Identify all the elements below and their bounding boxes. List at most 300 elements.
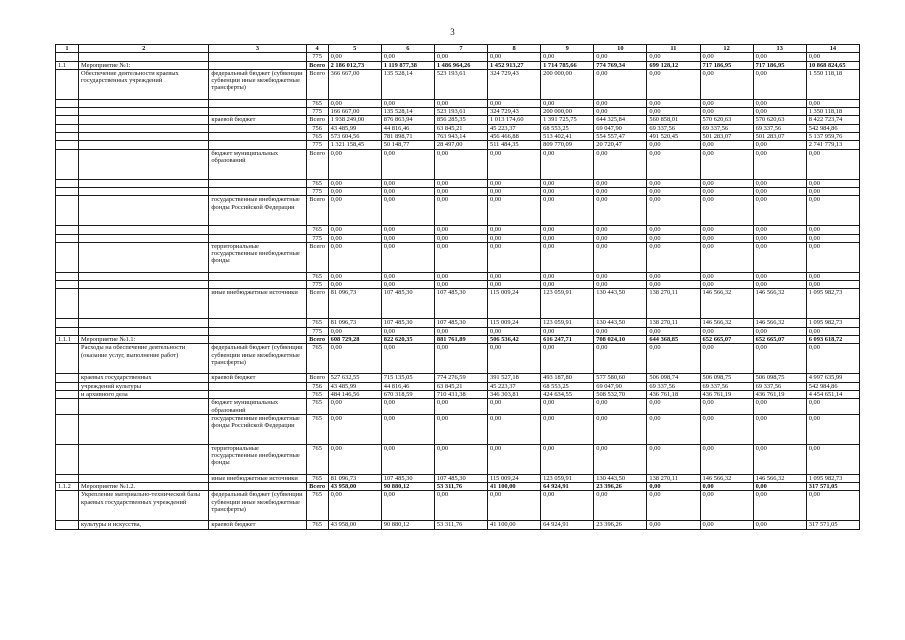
value-cell: 570 620,63 — [753, 116, 806, 124]
value-cell: 146 566,32 — [700, 474, 753, 482]
value-cell: 0,00 — [753, 521, 806, 529]
value-cell: 644 325,84 — [594, 116, 647, 124]
event-name-cell: и архивного дела — [79, 390, 209, 398]
funding-source-cell: территориальные государственные внебюджетные фонды — [209, 242, 306, 272]
value-cell: 0,00 — [700, 226, 753, 234]
value-cell: 107 485,30 — [434, 474, 487, 482]
funding-source-cell: краевой бюджет — [209, 116, 306, 124]
value-cell: 0,00 — [434, 327, 487, 335]
value-cell: 0,00 — [753, 141, 806, 149]
value-cell: 0,00 — [434, 281, 487, 289]
funding-source-cell — [209, 234, 306, 242]
value-cell: 0,00 — [541, 149, 594, 179]
code-cell: 765 — [306, 344, 328, 374]
value-cell: 0,00 — [753, 483, 806, 491]
value-cell: 0,00 — [594, 399, 647, 415]
value-cell: 0,00 — [753, 327, 806, 335]
value-cell: 130 443,50 — [594, 319, 647, 327]
code-cell: 775 — [306, 108, 328, 116]
value-cell: 0,00 — [806, 179, 859, 187]
event-name-cell — [79, 327, 209, 335]
value-cell: 50 148,77 — [381, 141, 434, 149]
value-cell: 0,00 — [434, 444, 487, 474]
value-cell: 506 098,74 — [647, 374, 700, 382]
value-cell: 43 485,99 — [328, 382, 381, 390]
column-header: 7 — [434, 45, 487, 53]
value-cell: 0,00 — [806, 344, 859, 374]
value-cell: 554 557,47 — [594, 133, 647, 141]
value-cell: 0,00 — [594, 234, 647, 242]
event-name-cell: Расходы на обеспечение деятельности (оказание услуг, выполнение работ) — [79, 344, 209, 374]
value-cell: 69 337,56 — [647, 124, 700, 132]
value-cell: 0,00 — [700, 196, 753, 226]
value-cell: 0,00 — [381, 414, 434, 444]
value-cell: 424 634,55 — [541, 390, 594, 398]
value-cell: 0,00 — [700, 344, 753, 374]
row-number-cell — [56, 196, 79, 226]
funding-source-cell: краевой бюджет — [209, 374, 306, 382]
event-name-cell — [79, 289, 209, 319]
code-cell: 765 — [306, 414, 328, 444]
event-name-cell — [79, 281, 209, 289]
value-cell: 0,00 — [594, 108, 647, 116]
code-cell: 765 — [306, 179, 328, 187]
budget-table — [55, 44, 860, 530]
value-cell: 0,00 — [541, 242, 594, 272]
funding-source-cell: территориальные государственные внебюджетные фонды — [209, 444, 306, 474]
value-cell: 699 128,12 — [647, 61, 700, 69]
value-cell: 0,00 — [541, 234, 594, 242]
value-cell: 0,00 — [753, 272, 806, 280]
value-cell: 200 000,00 — [541, 69, 594, 99]
value-cell: 138 270,11 — [647, 474, 700, 482]
value-cell: 0,00 — [328, 444, 381, 474]
value-cell: 0,00 — [488, 242, 541, 272]
value-cell: 146 566,32 — [700, 289, 753, 319]
row-number-cell — [56, 374, 79, 382]
column-header: 2 — [79, 45, 209, 53]
code-cell: 765 — [306, 491, 328, 521]
event-name-cell — [79, 242, 209, 272]
row-number-cell — [56, 327, 79, 335]
value-cell: 0,00 — [647, 344, 700, 374]
value-cell: 69 337,56 — [753, 382, 806, 390]
row-number-cell — [56, 474, 79, 482]
value-cell: 0,00 — [328, 344, 381, 374]
value-cell: 0,00 — [806, 53, 859, 61]
event-name-cell: Мероприятие №1.1: — [79, 336, 209, 344]
code-cell: 775 — [306, 327, 328, 335]
value-cell: 0,00 — [753, 149, 806, 179]
value-cell: 0,00 — [594, 344, 647, 374]
value-cell: 0,00 — [806, 272, 859, 280]
value-cell: 0,00 — [647, 196, 700, 226]
column-header: 3 — [209, 45, 306, 53]
value-cell: 81 096,73 — [328, 319, 381, 327]
value-cell: 0,00 — [541, 327, 594, 335]
row-number-cell: 1.1.1 — [56, 336, 79, 344]
value-cell: 0,00 — [488, 344, 541, 374]
table-row — [56, 234, 860, 242]
value-cell: 81 096,73 — [328, 474, 381, 482]
value-cell: 53 311,76 — [434, 483, 487, 491]
value-cell: 0,00 — [594, 99, 647, 107]
value-cell: 135 528,14 — [381, 108, 434, 116]
code-cell: Всего — [306, 116, 328, 124]
value-cell: 0,00 — [647, 444, 700, 474]
event-name-cell — [79, 234, 209, 242]
value-cell: 0,00 — [700, 179, 753, 187]
value-cell: 0,00 — [381, 187, 434, 195]
value-cell: 0,00 — [381, 272, 434, 280]
column-header: 10 — [594, 45, 647, 53]
value-cell: 146 566,32 — [753, 474, 806, 482]
value-cell: 45 223,37 — [488, 124, 541, 132]
value-cell: 200 000,00 — [541, 108, 594, 116]
column-header: 14 — [806, 45, 859, 53]
event-name-cell — [79, 414, 209, 444]
table-row — [56, 187, 860, 195]
value-cell: 0,00 — [647, 108, 700, 116]
funding-source-cell — [209, 124, 306, 132]
value-cell: 0,00 — [434, 399, 487, 415]
table-row — [56, 390, 860, 398]
value-cell: 493 187,80 — [541, 374, 594, 382]
table-row — [56, 399, 860, 415]
row-number-cell — [56, 187, 79, 195]
value-cell: 69 047,90 — [594, 124, 647, 132]
value-cell: 0,00 — [647, 327, 700, 335]
value-cell: 670 318,59 — [381, 390, 434, 398]
value-cell: 0,00 — [700, 444, 753, 474]
value-cell: 0,00 — [647, 521, 700, 529]
row-number-cell — [56, 124, 79, 132]
event-name-cell: Обеспечение деятельности краевых государственных учреждений — [79, 69, 209, 99]
row-number-cell — [56, 399, 79, 415]
value-cell: 366 667,00 — [328, 69, 381, 99]
value-cell: 4 454 651,14 — [806, 390, 859, 398]
value-cell: 64 924,91 — [541, 521, 594, 529]
value-cell: 146 566,32 — [700, 319, 753, 327]
table-row — [56, 281, 860, 289]
funding-source-cell — [209, 108, 306, 116]
value-cell: 0,00 — [328, 491, 381, 521]
value-cell: 513 402,41 — [541, 133, 594, 141]
code-cell: Всего — [306, 374, 328, 382]
value-cell: 0,00 — [806, 281, 859, 289]
value-cell: 146 566,32 — [753, 319, 806, 327]
value-cell: 0,00 — [647, 399, 700, 415]
funding-source-cell — [209, 382, 306, 390]
code-cell: 765 — [306, 99, 328, 107]
value-cell: 0,00 — [647, 242, 700, 272]
value-cell: 0,00 — [381, 149, 434, 179]
funding-source-cell — [209, 61, 306, 69]
value-cell: 1 452 913,27 — [488, 61, 541, 69]
code-cell: 765 — [306, 474, 328, 482]
funding-source-cell — [209, 390, 306, 398]
table-row — [56, 141, 860, 149]
code-cell: 775 — [306, 187, 328, 195]
table-row — [56, 483, 860, 491]
value-cell: 1 486 964,26 — [434, 61, 487, 69]
event-name-cell — [79, 116, 209, 124]
value-cell: 0,00 — [647, 99, 700, 107]
funding-source-cell — [209, 272, 306, 280]
value-cell: 0,00 — [647, 69, 700, 99]
value-cell: 0,00 — [541, 179, 594, 187]
value-cell: 81 096,73 — [328, 289, 381, 319]
value-cell: 523 193,61 — [434, 108, 487, 116]
value-cell: 0,00 — [647, 483, 700, 491]
row-number-cell — [56, 99, 79, 107]
value-cell: 138 270,11 — [647, 289, 700, 319]
value-cell: 1 714 785,66 — [541, 61, 594, 69]
value-cell: 652 665,07 — [753, 336, 806, 344]
value-cell: 0,00 — [488, 281, 541, 289]
value-cell: 317 571,05 — [806, 521, 859, 529]
column-header: 12 — [700, 45, 753, 53]
event-name-cell — [79, 133, 209, 141]
value-cell: 0,00 — [434, 344, 487, 374]
value-cell: 23 396,26 — [594, 483, 647, 491]
row-number-cell — [56, 226, 79, 234]
value-cell: 0,00 — [488, 414, 541, 444]
table-row — [56, 69, 860, 99]
value-cell: 0,00 — [594, 491, 647, 521]
value-cell: 0,00 — [806, 491, 859, 521]
value-cell: 44 816,46 — [381, 124, 434, 132]
value-cell: 809 770,09 — [541, 141, 594, 149]
value-cell: 69 337,56 — [753, 124, 806, 132]
value-cell: 2 741 779,13 — [806, 141, 859, 149]
value-cell: 0,00 — [753, 179, 806, 187]
value-cell: 506 098,75 — [753, 374, 806, 382]
column-header: 8 — [488, 45, 541, 53]
value-cell: 0,00 — [434, 196, 487, 226]
table-row — [56, 196, 860, 226]
event-name-cell — [79, 444, 209, 474]
value-cell: 560 858,01 — [647, 116, 700, 124]
value-cell: 0,00 — [434, 99, 487, 107]
value-cell: 0,00 — [700, 99, 753, 107]
value-cell: 0,00 — [328, 226, 381, 234]
table-row — [56, 374, 860, 382]
value-cell: 710 431,38 — [434, 390, 487, 398]
value-cell: 1 095 982,73 — [806, 319, 859, 327]
value-cell: 876 863,94 — [381, 116, 434, 124]
funding-source-cell — [209, 483, 306, 491]
funding-source-cell: иные внебюджетные источники — [209, 474, 306, 482]
value-cell: 763 943,14 — [434, 133, 487, 141]
value-cell: 391 527,18 — [488, 374, 541, 382]
value-cell: 43 485,99 — [328, 124, 381, 132]
funding-source-cell: бюджет муниципальных образований — [209, 399, 306, 415]
code-cell: 765 — [306, 272, 328, 280]
event-name-cell — [79, 108, 209, 116]
code-cell: 775 — [306, 141, 328, 149]
value-cell: 436 761,19 — [700, 390, 753, 398]
event-name-cell — [79, 196, 209, 226]
value-cell: 0,00 — [594, 414, 647, 444]
value-cell: 0,00 — [700, 483, 753, 491]
value-cell: 0,00 — [594, 179, 647, 187]
funding-source-cell — [209, 336, 306, 344]
code-cell: Всего — [306, 196, 328, 226]
row-number-cell — [56, 281, 79, 289]
table-row — [56, 521, 860, 529]
value-cell: 0,00 — [700, 149, 753, 179]
value-cell: 0,00 — [806, 414, 859, 444]
funding-source-cell: федеральный бюджет (субвенции субвенции иные межбюджетные трансферты) — [209, 344, 306, 374]
value-cell: 0,00 — [753, 187, 806, 195]
value-cell: 0,00 — [700, 53, 753, 61]
event-name-cell — [79, 319, 209, 327]
value-cell: 0,00 — [381, 242, 434, 272]
table-row — [56, 108, 860, 116]
funding-source-cell — [209, 53, 306, 61]
value-cell: 0,00 — [488, 327, 541, 335]
value-cell: 0,00 — [594, 53, 647, 61]
value-cell: 0,00 — [594, 196, 647, 226]
row-number-cell — [56, 444, 79, 474]
value-cell: 0,00 — [594, 242, 647, 272]
value-cell: 0,00 — [700, 187, 753, 195]
code-cell: 765 — [306, 226, 328, 234]
value-cell: 0,00 — [434, 149, 487, 179]
value-cell: 0,00 — [488, 196, 541, 226]
table-row — [56, 491, 860, 521]
value-cell: 1 095 982,73 — [806, 474, 859, 482]
value-cell: 0,00 — [700, 399, 753, 415]
value-cell: 608 729,28 — [328, 336, 381, 344]
row-number-cell — [56, 133, 79, 141]
value-cell: 138 270,11 — [647, 319, 700, 327]
value-cell: 0,00 — [541, 399, 594, 415]
funding-source-cell — [209, 187, 306, 195]
value-cell: 43 958,00 — [328, 521, 381, 529]
value-cell: 570 620,63 — [700, 116, 753, 124]
value-cell: 63 845,21 — [434, 382, 487, 390]
value-cell: 523 193,61 — [434, 69, 487, 99]
value-cell: 0,00 — [806, 187, 859, 195]
value-cell: 0,00 — [806, 99, 859, 107]
value-cell: 1 321 158,45 — [328, 141, 381, 149]
value-cell: 644 368,85 — [647, 336, 700, 344]
code-cell: 765 — [306, 319, 328, 327]
value-cell: 0,00 — [647, 281, 700, 289]
value-cell: 20 720,47 — [594, 141, 647, 149]
event-name-cell — [79, 179, 209, 187]
code-cell: 765 — [306, 444, 328, 474]
row-number-cell — [56, 116, 79, 124]
value-cell: 527 632,55 — [328, 374, 381, 382]
value-cell: 115 009,24 — [488, 319, 541, 327]
value-cell: 0,00 — [541, 272, 594, 280]
funding-source-cell — [209, 226, 306, 234]
value-cell: 0,00 — [328, 187, 381, 195]
value-cell: 1 095 982,73 — [806, 289, 859, 319]
value-cell: 0,00 — [434, 242, 487, 272]
value-cell: 508 532,70 — [594, 390, 647, 398]
table-row — [56, 319, 860, 327]
row-number-cell — [56, 289, 79, 319]
value-cell: 2 186 012,73 — [328, 61, 381, 69]
value-cell: 506 098,75 — [700, 374, 753, 382]
funding-source-cell — [209, 99, 306, 107]
value-cell: 41 100,00 — [488, 521, 541, 529]
value-cell: 0,00 — [753, 414, 806, 444]
column-header: 9 — [541, 45, 594, 53]
event-name-cell — [79, 99, 209, 107]
row-number-cell — [56, 319, 79, 327]
value-cell: 0,00 — [541, 444, 594, 474]
value-cell: 0,00 — [753, 196, 806, 226]
code-cell: Всего — [306, 61, 328, 69]
value-cell: 715 135,05 — [381, 374, 434, 382]
table-row — [56, 242, 860, 272]
table-row — [56, 382, 860, 390]
value-cell: 0,00 — [753, 226, 806, 234]
value-cell: 115 009,24 — [488, 289, 541, 319]
value-cell: 0,00 — [753, 99, 806, 107]
table-row — [56, 289, 860, 319]
value-cell: 0,00 — [381, 99, 434, 107]
table-row — [56, 133, 860, 141]
value-cell: 166 667,00 — [328, 108, 381, 116]
value-cell: 0,00 — [381, 344, 434, 374]
code-cell: 765 — [306, 521, 328, 529]
table-row — [56, 327, 860, 335]
value-cell: 0,00 — [434, 53, 487, 61]
column-header: 1 — [56, 45, 79, 53]
value-cell: 616 247,71 — [541, 336, 594, 344]
value-cell: 0,00 — [328, 242, 381, 272]
value-cell: 68 553,25 — [541, 124, 594, 132]
value-cell: 0,00 — [328, 99, 381, 107]
value-cell: 1 938 249,00 — [328, 116, 381, 124]
row-number-cell — [56, 108, 79, 116]
value-cell: 456 466,88 — [488, 133, 541, 141]
value-cell: 0,00 — [381, 196, 434, 226]
value-cell: 0,00 — [488, 491, 541, 521]
value-cell: 0,00 — [700, 69, 753, 99]
event-name-cell — [79, 141, 209, 149]
value-cell: 0,00 — [434, 414, 487, 444]
row-number-cell — [56, 344, 79, 374]
value-cell: 130 443,50 — [594, 289, 647, 319]
value-cell: 0,00 — [328, 234, 381, 242]
value-cell: 774 769,34 — [594, 61, 647, 69]
row-number-cell — [56, 149, 79, 179]
value-cell: 501 283,07 — [700, 133, 753, 141]
value-cell: 130 443,50 — [594, 474, 647, 482]
value-cell: 90 880,12 — [381, 521, 434, 529]
value-cell: 0,00 — [594, 226, 647, 234]
value-cell: 0,00 — [488, 272, 541, 280]
value-cell: 0,00 — [753, 242, 806, 272]
value-cell: 1 119 877,38 — [381, 61, 434, 69]
value-cell: 0,00 — [328, 399, 381, 415]
event-name-cell: Укрепление материально-технической базы краевых государственных учреждений — [79, 491, 209, 521]
table-row — [56, 444, 860, 474]
column-header: 11 — [647, 45, 700, 53]
value-cell: 115 009,24 — [488, 474, 541, 482]
value-cell: 0,00 — [647, 141, 700, 149]
value-cell: 0,00 — [381, 226, 434, 234]
event-name-cell — [79, 187, 209, 195]
value-cell: 123 059,91 — [541, 289, 594, 319]
